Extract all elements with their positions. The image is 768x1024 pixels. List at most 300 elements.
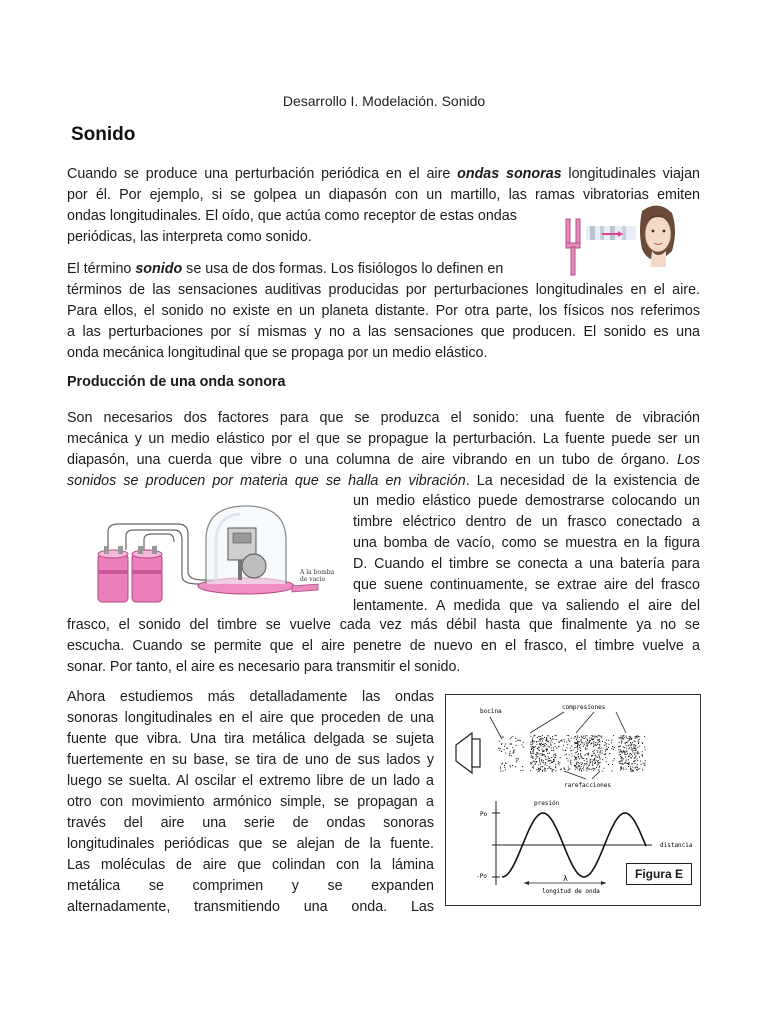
- air-particle: [570, 762, 571, 763]
- air-particle: [605, 744, 606, 745]
- air-particle: [572, 756, 573, 757]
- air-particle: [645, 765, 646, 766]
- para2-line1: El término sonido se usa de dos formas. Los fisiólogos lo definen en: [67, 261, 504, 277]
- air-particle: [589, 738, 590, 739]
- air-particle: [626, 738, 627, 739]
- air-particle: [581, 737, 582, 738]
- para1-line1: Cuando se produce una perturbación periódica en el aire ondas sonoras longitudinales viajan: [67, 166, 700, 182]
- air-particle: [591, 769, 592, 770]
- air-particle: [601, 737, 602, 738]
- air-particle: [574, 738, 575, 739]
- air-particle: [621, 760, 622, 761]
- air-particle: [619, 754, 620, 755]
- air-particle: [621, 743, 622, 744]
- air-particle: [539, 750, 540, 751]
- air-particle: [584, 760, 585, 761]
- air-particle: [568, 740, 569, 741]
- air-particle: [594, 760, 595, 761]
- air-particle: [553, 750, 554, 751]
- air-particle: [626, 742, 627, 743]
- air-particle: [502, 771, 503, 772]
- air-particle: [509, 765, 510, 766]
- air-particle: [596, 760, 597, 761]
- air-particle: [506, 748, 507, 749]
- air-particle: [639, 736, 640, 737]
- air-particle: [629, 739, 630, 740]
- air-particle: [568, 769, 569, 770]
- air-particle: [595, 745, 596, 746]
- air-particle: [580, 753, 581, 754]
- air-particle: [636, 752, 637, 753]
- air-particle: [633, 747, 634, 748]
- air-particle: [593, 770, 594, 771]
- air-particle: [533, 743, 534, 744]
- air-particle: [583, 736, 584, 737]
- air-particle: [593, 736, 594, 737]
- air-particle: [637, 753, 638, 754]
- air-particle: [593, 738, 594, 739]
- air-particle: [635, 738, 636, 739]
- air-particle: [602, 741, 603, 742]
- air-particle: [637, 747, 638, 748]
- air-particle: [597, 744, 598, 745]
- air-particle: [582, 737, 583, 738]
- air-particle: [582, 763, 583, 764]
- air-particle: [539, 758, 540, 759]
- air-particle: [578, 766, 579, 767]
- air-particle: [589, 764, 590, 765]
- air-particle: [558, 764, 559, 765]
- air-particle: [589, 742, 590, 743]
- air-particle: [569, 769, 570, 770]
- air-particle: [588, 769, 589, 770]
- air-particle: [516, 758, 517, 759]
- air-particle: [531, 753, 532, 754]
- air-particle: [609, 744, 610, 745]
- para4-line7: través del aire una serie de ondas sonoras: [67, 815, 434, 831]
- air-particle: [571, 753, 572, 754]
- air-particle: [625, 754, 626, 755]
- air-particle: [620, 767, 621, 768]
- air-particle: [600, 754, 601, 755]
- air-particle: [570, 763, 571, 764]
- air-particle: [564, 741, 565, 742]
- air-particle: [592, 761, 593, 762]
- air-particle: [586, 765, 587, 766]
- air-particle: [579, 737, 580, 738]
- air-particle: [535, 746, 536, 747]
- air-particle: [523, 742, 524, 743]
- para4-line8: longitudinales periódicas que se alejan de la fuente.: [67, 836, 434, 852]
- air-particle: [599, 756, 600, 757]
- air-particle: [517, 740, 518, 741]
- air-particle: [538, 746, 539, 747]
- air-particle: [613, 760, 614, 761]
- air-particle: [552, 736, 553, 737]
- air-particle: [632, 750, 633, 751]
- air-particle: [540, 740, 541, 741]
- air-particle: [551, 757, 552, 758]
- air-particle: [585, 737, 586, 738]
- para4-line10: metálica se comprimen y se expanden: [67, 878, 434, 894]
- air-particle: [546, 737, 547, 738]
- air-particle: [576, 762, 577, 763]
- air-particle: [504, 749, 505, 750]
- air-particle: [627, 753, 628, 754]
- para3-line11: frasco, el sonido del timbre se vuelve cada vez más débil hasta que finalmente ya no se: [67, 617, 700, 633]
- air-particle: [633, 771, 634, 772]
- tuning-fork-ear-illustration: [560, 201, 680, 279]
- air-particle: [634, 768, 635, 769]
- air-particle: [548, 756, 549, 757]
- air-particle: [504, 746, 505, 747]
- air-particle: [579, 745, 580, 746]
- air-particle: [584, 765, 585, 766]
- air-particle: [579, 741, 580, 742]
- air-particle: [597, 740, 598, 741]
- air-particle: [536, 758, 537, 759]
- air-particle: [568, 761, 569, 762]
- air-particle: [574, 765, 575, 766]
- air-particle: [625, 752, 626, 753]
- air-particle: [598, 763, 599, 764]
- air-particle: [599, 744, 600, 745]
- air-particle: [540, 769, 541, 770]
- air-particle: [639, 746, 640, 747]
- air-particle: [548, 741, 549, 742]
- air-particle: [547, 735, 548, 736]
- air-particle: [577, 746, 578, 747]
- air-particle: [581, 770, 582, 771]
- air-particle: [577, 767, 578, 768]
- air-particle: [577, 768, 578, 769]
- air-particle: [593, 768, 594, 769]
- air-particle: [536, 741, 537, 742]
- air-particle: [504, 767, 505, 768]
- air-particle: [637, 770, 638, 771]
- pump-label-line1: A la bomba: [300, 569, 335, 576]
- air-particle: [498, 748, 499, 749]
- air-particle: [597, 761, 598, 762]
- air-particle: [500, 768, 501, 769]
- air-particle: [546, 744, 547, 745]
- air-particle: [585, 754, 586, 755]
- air-particle: [598, 742, 599, 743]
- air-particle: [612, 771, 613, 772]
- air-particle: [531, 746, 532, 747]
- air-particle: [543, 760, 544, 761]
- air-particle: [620, 750, 621, 751]
- air-particle: [591, 735, 592, 736]
- air-particle: [643, 763, 644, 764]
- air-particle: [590, 762, 591, 763]
- air-particle: [530, 736, 531, 737]
- air-particle: [642, 769, 643, 770]
- para3-line3: diapasón, una cuerda que vibre o una columna de aire vibrando en un tubo de órgano. Los: [67, 452, 700, 468]
- air-particle: [559, 746, 560, 747]
- air-particle: [547, 765, 548, 766]
- air-particle: [612, 746, 613, 747]
- air-particle: [631, 764, 632, 765]
- air-particle: [620, 754, 621, 755]
- air-particle: [505, 763, 506, 764]
- term-sonido: sonido: [135, 261, 183, 277]
- air-particle: [550, 763, 551, 764]
- air-particle: [593, 741, 594, 742]
- air-particle: [538, 768, 539, 769]
- air-particle: [560, 769, 561, 770]
- battery-icon: [132, 546, 162, 602]
- pump-label-line2: de vacío: [300, 576, 326, 583]
- air-particle: [631, 744, 632, 745]
- para2-line5: onda mecánica longitudinal que se propaga por un medio elástico.: [67, 345, 488, 361]
- air-particle: [635, 763, 636, 764]
- air-particle: [629, 755, 630, 756]
- air-particle: [624, 737, 625, 738]
- air-particle: [597, 752, 598, 753]
- air-particle: [645, 760, 646, 761]
- air-particle: [642, 756, 643, 757]
- air-particle: [538, 769, 539, 770]
- air-particle: [576, 752, 577, 753]
- air-particle: [581, 771, 582, 772]
- air-particle: [545, 756, 546, 757]
- para4-line2: sonoras longitudinales en el aire que proceden de una: [67, 710, 434, 726]
- air-particle: [509, 755, 510, 756]
- air-particle: [543, 762, 544, 763]
- pointer-lines: [490, 712, 626, 779]
- air-particle: [635, 741, 636, 742]
- air-particle: [584, 744, 585, 745]
- para3-line12: escucha. Cuando se permite que el aire penetre de nuevo en el frasco, el timbre vuelve a: [67, 638, 700, 654]
- air-particle: [578, 765, 579, 766]
- air-particle: [623, 737, 624, 738]
- air-particle: [580, 744, 581, 745]
- air-particle: [635, 748, 636, 749]
- air-particle: [565, 769, 566, 770]
- air-particle: [532, 762, 533, 763]
- air-particle: [635, 760, 636, 761]
- air-particle: [634, 754, 635, 755]
- air-particle: [532, 751, 533, 752]
- air-particle: [558, 761, 559, 762]
- air-particle: [577, 743, 578, 744]
- air-particle: [539, 762, 540, 763]
- air-particle: [594, 750, 595, 751]
- air-particle: [578, 754, 579, 755]
- air-particle: [630, 737, 631, 738]
- air-particle: [605, 742, 606, 743]
- air-particle: [599, 745, 600, 746]
- air-particle: [587, 761, 588, 762]
- air-particle: [642, 751, 643, 752]
- air-particle: [553, 747, 554, 748]
- air-particle: [623, 758, 624, 759]
- air-particle: [520, 770, 521, 771]
- air-particle: [632, 769, 633, 770]
- air-particle: [588, 743, 589, 744]
- air-particle: [625, 761, 626, 762]
- tuning-fork-icon: [566, 219, 580, 275]
- air-particle: [595, 742, 596, 743]
- air-particle: [531, 757, 532, 758]
- girl-face-icon: [640, 205, 675, 267]
- air-particle: [538, 771, 539, 772]
- air-particle: [584, 763, 585, 764]
- air-particle: [553, 739, 554, 740]
- air-particle: [638, 736, 639, 737]
- air-particle: [536, 761, 537, 762]
- air-particle: [577, 737, 578, 738]
- air-particle: [632, 767, 633, 768]
- air-particle: [589, 740, 590, 741]
- air-particle: [545, 743, 546, 744]
- air-particle: [549, 766, 550, 767]
- air-particle: [532, 744, 533, 745]
- air-particle: [551, 750, 552, 751]
- air-particle: [536, 754, 537, 755]
- battery-icon: [98, 546, 128, 602]
- air-particle: [638, 769, 639, 770]
- air-particle: [602, 753, 603, 754]
- air-particle: [539, 759, 540, 760]
- air-particle: [586, 763, 587, 764]
- section-heading: Producción de una onda sonora: [67, 374, 286, 390]
- air-particle: [599, 741, 600, 742]
- air-particle: [621, 757, 622, 758]
- air-particle: [552, 770, 553, 771]
- air-particle: [544, 769, 545, 770]
- air-particle: [546, 748, 547, 749]
- air-particle: [532, 748, 533, 749]
- air-particle: [619, 742, 620, 743]
- air-particle: [639, 768, 640, 769]
- air-particle: [570, 760, 571, 761]
- air-particle: [635, 767, 636, 768]
- air-particle: [545, 764, 546, 765]
- air-particle: [631, 771, 632, 772]
- label-longitud-onda: longitud de onda: [542, 888, 600, 895]
- air-particle: [620, 770, 621, 771]
- air-particle: [626, 748, 627, 749]
- air-particle: [625, 763, 626, 764]
- air-particle: [548, 746, 549, 747]
- air-particle: [511, 737, 512, 738]
- air-particle: [592, 764, 593, 765]
- air-particle: [630, 753, 631, 754]
- air-particle: [585, 763, 586, 764]
- air-particle: [536, 752, 537, 753]
- air-particle: [501, 751, 502, 752]
- air-particle: [605, 754, 606, 755]
- air-particle: [598, 760, 599, 761]
- air-particle: [635, 756, 636, 757]
- air-particle: [532, 740, 533, 741]
- air-particle: [620, 746, 621, 747]
- air-particle: [544, 744, 545, 745]
- air-particle: [555, 754, 556, 755]
- air-particle: [624, 751, 625, 752]
- air-particle: [587, 754, 588, 755]
- air-particle: [613, 749, 614, 750]
- air-particle: [576, 757, 577, 758]
- air-particle: [535, 761, 536, 762]
- air-particle: [574, 736, 575, 737]
- air-particle: [534, 736, 535, 737]
- air-particle: [546, 751, 547, 752]
- air-particle: [540, 745, 541, 746]
- air-particle: [583, 770, 584, 771]
- air-particle: [542, 755, 543, 756]
- air-particle: [596, 767, 597, 768]
- air-particle: [567, 735, 568, 736]
- air-particle: [541, 743, 542, 744]
- air-particle: [602, 750, 603, 751]
- air-particle: [578, 757, 579, 758]
- air-particle: [539, 753, 540, 754]
- para4-line6: otro con movimiento armónico simple, se propagan a: [67, 794, 434, 810]
- air-particle: [512, 765, 513, 766]
- air-particle: [532, 767, 533, 768]
- air-particle: [515, 766, 516, 767]
- air-particle: [641, 764, 642, 765]
- air-particle: [621, 751, 622, 752]
- air-particle: [535, 759, 536, 760]
- air-particle: [545, 770, 546, 771]
- air-particle: [532, 753, 533, 754]
- air-particle: [540, 738, 541, 739]
- air-particle: [513, 752, 514, 753]
- air-particle: [554, 757, 555, 758]
- air-particle: [516, 762, 517, 763]
- air-particle: [561, 741, 562, 742]
- air-particle: [621, 738, 622, 739]
- air-particle: [535, 763, 536, 764]
- air-particle: [611, 748, 612, 749]
- label-rarefacciones: rarefacciones: [564, 782, 611, 789]
- air-particle: [546, 740, 547, 741]
- air-particle: [516, 745, 517, 746]
- air-particle: [547, 768, 548, 769]
- air-particle: [571, 750, 572, 751]
- air-particle: [623, 750, 624, 751]
- document-header: Desarrollo I. Modelación. Sonido: [282, 93, 486, 109]
- air-particle: [623, 769, 624, 770]
- air-particle: [623, 735, 624, 736]
- air-particle: [499, 750, 500, 751]
- air-particle: [580, 768, 581, 769]
- air-particle: [595, 763, 596, 764]
- label-lambda: λ: [563, 874, 568, 883]
- air-particle: [551, 768, 552, 769]
- para3-line13: sonar. Por tanto, el aire es necesario para transmitir el sonido.: [67, 659, 461, 675]
- air-particle: [586, 770, 587, 771]
- air-particle: [634, 758, 635, 759]
- air-particle: [569, 741, 570, 742]
- air-particle: [590, 761, 591, 762]
- air-particle: [608, 740, 609, 741]
- figure-e-label: Figura E: [626, 863, 692, 885]
- air-particle: [565, 754, 566, 755]
- air-particle: [555, 767, 556, 768]
- term-ondas-sonoras: ondas sonoras: [457, 166, 562, 182]
- air-particle: [621, 741, 622, 742]
- air-particle: [541, 759, 542, 760]
- air-particle: [634, 744, 635, 745]
- air-particle: [633, 746, 634, 747]
- air-particle: [594, 759, 595, 760]
- air-particle: [531, 755, 532, 756]
